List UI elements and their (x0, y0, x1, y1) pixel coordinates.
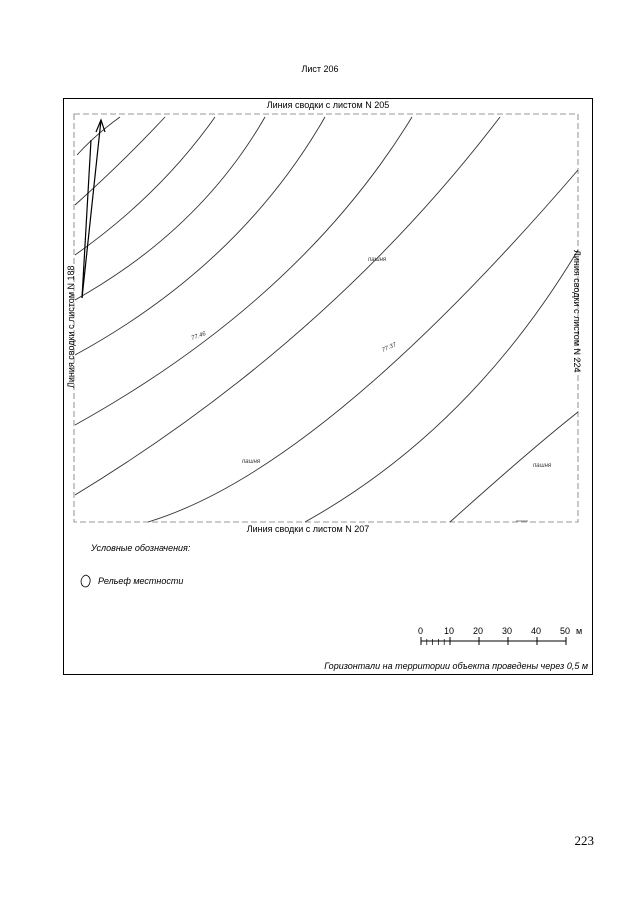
elevation-label: 77.46 (190, 331, 207, 342)
scale-unit: м (576, 626, 583, 636)
contour-line (75, 117, 412, 425)
scale-tick-label: 20 (473, 626, 484, 636)
legend-item (80, 574, 183, 588)
contour-line (77, 117, 120, 155)
contour-line (305, 250, 578, 522)
edge-label-top: Линия сводки с листом N 205 (266, 100, 390, 110)
scale-tick-label: 40 (531, 626, 542, 636)
land-use-label: пашня (368, 257, 387, 263)
scale-tick-label: 50 (560, 626, 571, 636)
edge-label-right: Линия сводки с листом N 224 (572, 250, 582, 373)
edge-label-bottom: Линия сводки с листом N 207 (246, 524, 370, 534)
survey-boundary (74, 114, 578, 522)
elevation-label: 77.37 (381, 342, 398, 354)
sheet-title: Лист 206 (301, 64, 339, 74)
contour-interval-note: Горизонтали на территории объекта проведены через 0,5 м (324, 661, 588, 671)
scale-bar (421, 637, 566, 645)
scale-tick-label: 10 (444, 626, 455, 636)
contour-line (75, 117, 325, 355)
scale-tick-label: 30 (502, 626, 513, 636)
contour-line (450, 412, 578, 522)
contour-lines (75, 117, 578, 522)
contour-line (75, 117, 265, 300)
edge-label-left: Линия сводки с листом N 188 (66, 265, 76, 388)
contour-line (148, 170, 578, 522)
land-use-label: пашня (533, 463, 552, 469)
page-number: 223 (574, 833, 594, 848)
land-use-label: пашня (242, 459, 261, 465)
legend-item-label: Рельеф местности (98, 576, 184, 586)
terrain-relief-icon (80, 574, 92, 588)
scale-tick-label: 0 (418, 626, 424, 636)
legend-title: Условные обозначения: (91, 543, 191, 553)
